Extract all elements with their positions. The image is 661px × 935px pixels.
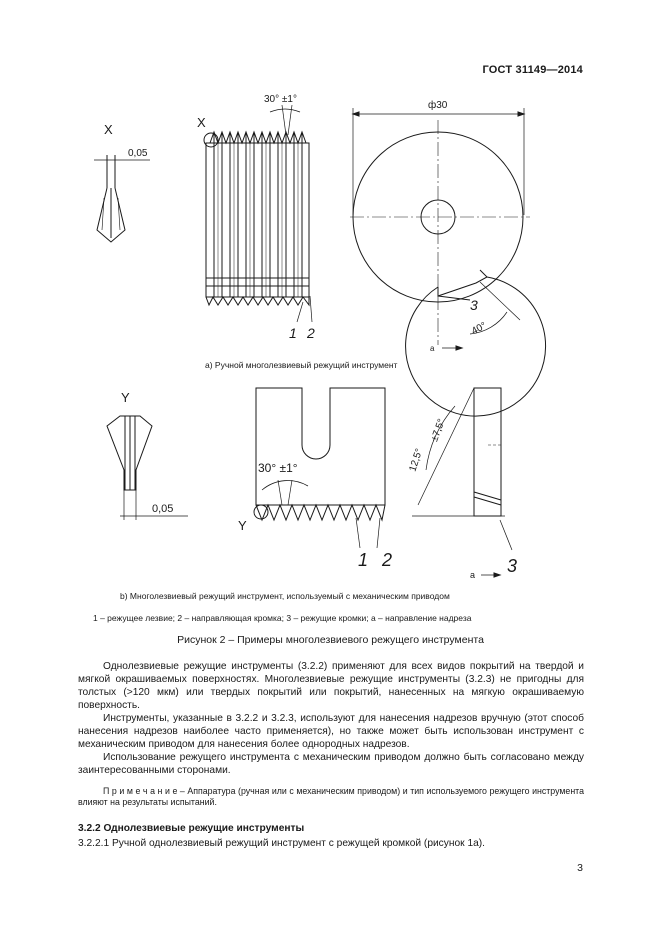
diameter-label: ф30 — [428, 100, 448, 111]
detail-y-label: Y — [121, 390, 130, 405]
figure-legend: 1 – режущее лезвие; 2 – направляющая кромка; 3 – режущие кромки; а – направление надреза — [93, 613, 472, 623]
label-3-a: 3 — [470, 297, 478, 313]
figure-a-caption: а) Ручной многолезвиевый режущий инструмент — [205, 360, 398, 370]
label-3-b: 3 — [507, 556, 518, 576]
detail-y-dim: 0,05 — [152, 503, 174, 515]
figure-title: Рисунок 2 – Примеры многолезвиевого режущего инструмента — [177, 634, 484, 646]
label-2-b: 2 — [382, 550, 393, 570]
label-1-a: 1 — [289, 325, 297, 341]
paragraph-2: Инструменты, указанные в 3.2.2 и 3.2.3, используют для нанесения надрезов вручную (этот способ нанесения надрезов наиболее часто применяется), но также может быть использован инструмент с механическим приводом для нанесения более однородных надрезов. — [78, 713, 584, 750]
note: П р и м е ч а н и е – Аппаратура (ручная или с механическим приводом) и тип используемого режущего инструмента влияют на результаты испытаний. — [78, 786, 584, 807]
powered-cutter-view — [238, 388, 392, 570]
subsection-text: 3.2.2.1 Ручной однолезвиевый режущий инструмент с режущей кромкой (рисунок 1а). — [78, 838, 486, 849]
label-1-b: 1 — [358, 550, 369, 570]
detail-x-marker: X — [197, 115, 206, 130]
blade-side-view — [408, 388, 517, 580]
detail-y-blade — [107, 416, 188, 520]
body-text — [78, 660, 584, 777]
angle-label-b: 30° ±1° — [258, 461, 298, 475]
angle-12-5: 12,5° — [407, 447, 426, 474]
angle-label-a: 30° ±1° — [264, 94, 297, 105]
paragraph-1: Однолезвиевые режущие инструменты (3.2.2) применяют для всех видов покрытий на твердой и мягкой окрашиваемых поверхностях. Многолезвиевые режущие инструменты (3.2.3) не пригодны для толстых (>120 мкм) или твердых покрытий или покрытий, нанесенных на мягкую окрашиваемую поверхность. — [78, 661, 584, 711]
page-number: 3 — [577, 862, 583, 874]
standard-code: ГОСТ 31149—2014 — [482, 64, 583, 76]
cutter-side-view — [197, 94, 315, 341]
figure-b-caption: b) Многолезвиевый режущий инструмент, используемый с механическим приводом — [120, 591, 450, 601]
direction-b-label: a — [470, 570, 476, 580]
section-heading: 3.2.2 Однолезвиевые режущие инструменты — [78, 823, 305, 834]
angle-7-5: ±7,5° — [429, 417, 448, 444]
label-2-a: 2 — [307, 325, 315, 341]
detail-y-marker: Y — [238, 518, 247, 533]
angle-40: 40° — [469, 320, 489, 338]
detail-x-blade — [94, 155, 150, 242]
direction-a-label: a — [430, 344, 435, 353]
paragraph-3: Использование режущего инструмента с механическим приводом должно быть согласовано между заинтересованными сторонами. — [78, 752, 584, 776]
detail-x-label: X — [104, 122, 113, 137]
detail-x-dim: 0,05 — [128, 148, 148, 159]
